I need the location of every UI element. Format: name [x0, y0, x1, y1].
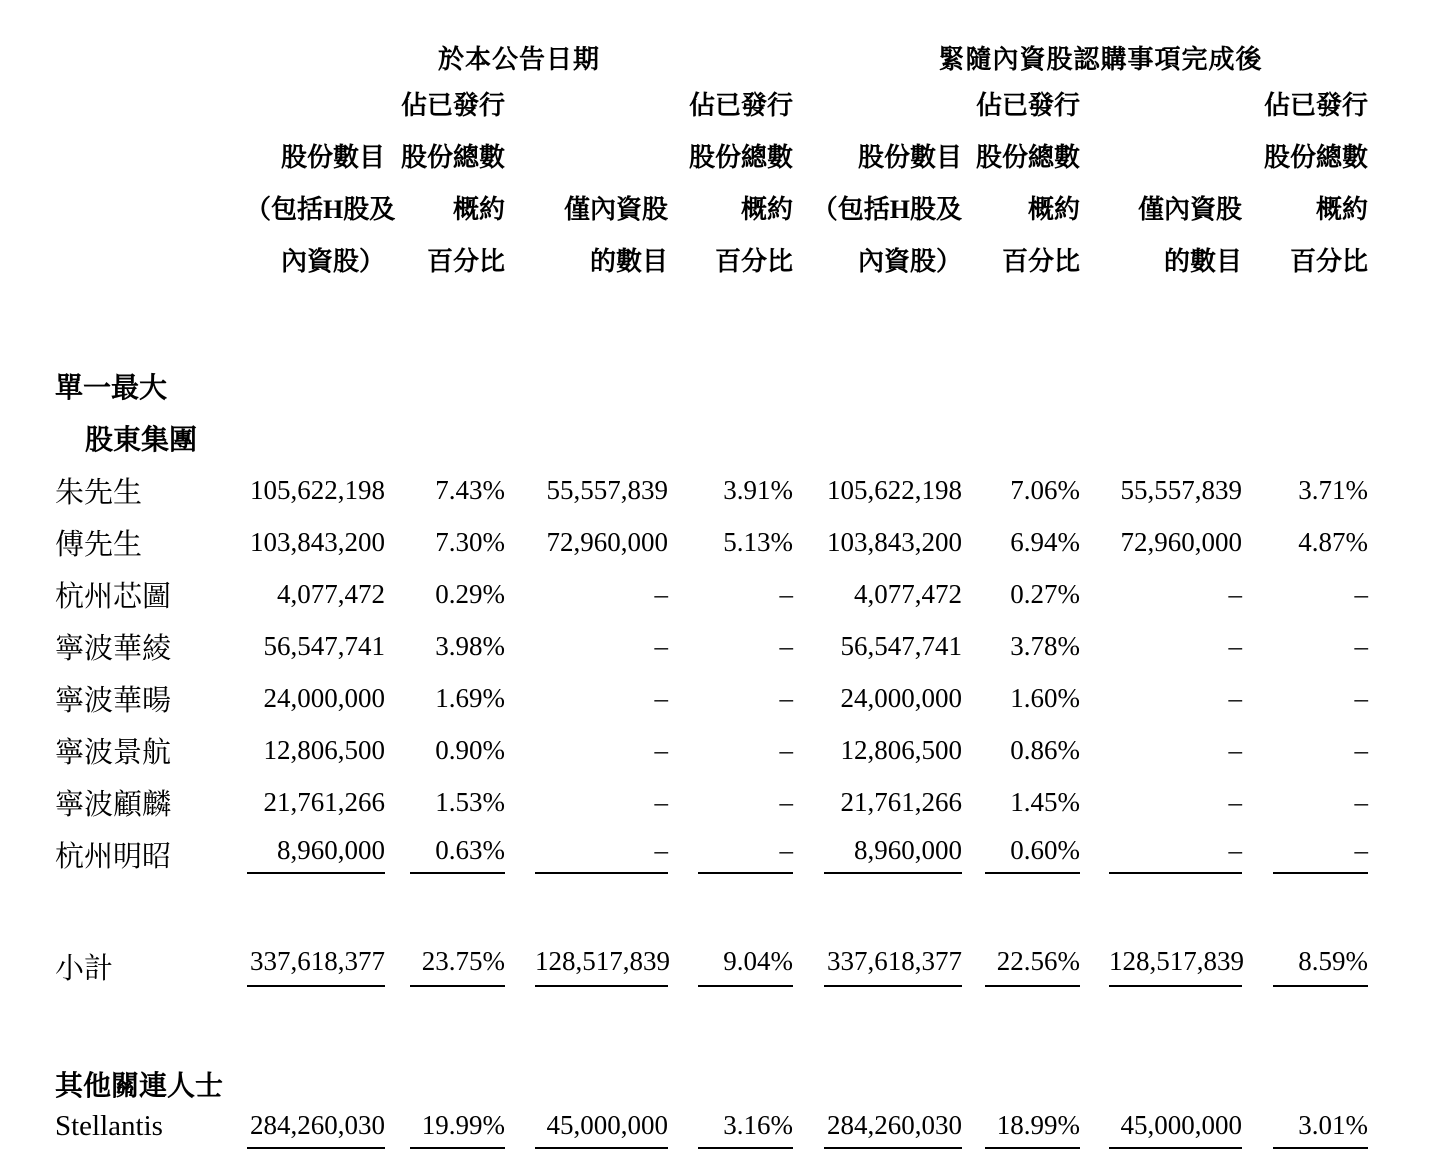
- cell-value: 19.99%: [410, 1110, 505, 1149]
- column-header-shares-2: 股份數目 （包括H股及 內資股）: [811, 143, 963, 276]
- row-label: 杭州芯圖: [55, 580, 172, 613]
- cell-value: 3.78%: [1010, 630, 1081, 661]
- cell-value: 0.63%: [410, 835, 505, 874]
- cell-value: 4,077,472: [854, 578, 963, 609]
- row-label: 寧波華暘: [55, 684, 172, 717]
- cell-value: 45,000,000: [535, 1110, 668, 1149]
- row-label: 寧波景航: [55, 736, 172, 769]
- cell-value: 3.91%: [723, 474, 794, 505]
- subtotal-value: 9.04%: [698, 946, 793, 987]
- cell-value: 0.29%: [435, 578, 505, 609]
- section-title-row: [55, 412, 1368, 464]
- table-row-stellantis: [55, 1110, 1368, 1170]
- empty-corner: [55, 0, 245, 80]
- group-header-current-date: 於本公告日期: [438, 45, 601, 74]
- cell-value: 12,806,500: [840, 734, 963, 765]
- row-label: 杭州明昭: [55, 840, 172, 873]
- cell-value: 7.30%: [435, 526, 505, 557]
- cell-value: 0.27%: [1010, 578, 1081, 609]
- subtotal-label: 小計: [55, 953, 114, 985]
- spacer: [55, 880, 1368, 944]
- cell-value: 103,843,200: [827, 526, 963, 557]
- subtotal-value: 337,618,377: [824, 946, 962, 987]
- cell-value: –: [779, 786, 794, 817]
- row-label: 傅先生: [55, 528, 143, 561]
- cell-value: 55,557,839: [1120, 474, 1243, 505]
- cell-value: –: [779, 734, 794, 765]
- cell-value: 56,547,741: [263, 630, 385, 661]
- cell-value: –: [535, 835, 668, 874]
- section-title-other-connected-persons: 其他關連人士: [55, 1071, 224, 1102]
- cell-value: –: [698, 835, 793, 874]
- group-header-post-completion: 緊隨內資股認購事項完成後: [938, 45, 1263, 74]
- cell-value: –: [1354, 682, 1369, 713]
- cell-value: –: [1354, 734, 1369, 765]
- row-label: 寧波華綾: [55, 632, 172, 665]
- table-row-ningbo-hualing: [55, 620, 1368, 672]
- column-header-pct-4: 佔已發行 股份總數 概約 百分比: [1264, 91, 1369, 276]
- cell-value: 56,547,741: [840, 630, 963, 661]
- subtotal-row: [55, 944, 1368, 1006]
- cell-value: 8,960,000: [824, 835, 962, 874]
- spacer: [55, 1006, 1368, 1058]
- column-header-pct-3: 佔已發行 股份總數 概約 百分比: [976, 91, 1081, 276]
- cell-value: –: [1228, 682, 1243, 713]
- table-row-hangzhou-mingzhao: [55, 828, 1368, 880]
- section-title-row: [55, 360, 1368, 412]
- cell-value: 4,077,472: [277, 578, 385, 609]
- cell-value: –: [1109, 835, 1242, 874]
- table-row-ningbo-huayang: [55, 672, 1368, 724]
- cell-value: –: [1228, 630, 1243, 661]
- column-header-pct-2: 佔已發行 股份總數 概約 百分比: [689, 91, 794, 276]
- spacer: [55, 288, 1368, 360]
- cell-value: 1.45%: [1010, 786, 1081, 817]
- cell-value: –: [654, 786, 668, 817]
- cell-value: –: [1354, 578, 1369, 609]
- cell-value: –: [1273, 835, 1368, 874]
- cell-value: 72,960,000: [546, 526, 668, 557]
- cell-value: 105,622,198: [827, 474, 963, 505]
- cell-value: 1.53%: [435, 786, 505, 817]
- row-label: Stellantis: [55, 1110, 163, 1142]
- cell-value: –: [779, 630, 794, 661]
- subtotal-value: 8.59%: [1273, 946, 1368, 987]
- cell-value: 55,557,839: [546, 474, 668, 505]
- cell-value: –: [1228, 578, 1243, 609]
- cell-value: –: [654, 578, 668, 609]
- cell-value: 0.86%: [1010, 734, 1081, 765]
- subtotal-value: 128,517,839: [535, 946, 668, 987]
- subtotal-value: 23.75%: [410, 946, 505, 987]
- cell-value: 5.13%: [723, 526, 794, 557]
- cell-value: –: [1228, 734, 1243, 765]
- cell-value: –: [654, 734, 668, 765]
- group-header-row: [55, 0, 1368, 80]
- table-row-fu: [55, 516, 1368, 568]
- row-label: 朱先生: [55, 476, 143, 509]
- cell-value: 0.90%: [435, 734, 505, 765]
- cell-value: –: [1354, 630, 1369, 661]
- cell-value: 284,260,030: [824, 1110, 962, 1149]
- section-title-shareholder-group: 股東集團: [85, 425, 198, 456]
- cell-value: –: [1228, 786, 1243, 817]
- column-header-pct-1: 佔已發行 股份總數 概約 百分比: [400, 91, 505, 276]
- cell-value: 284,260,030: [247, 1110, 385, 1149]
- table-row-zhu: [55, 464, 1368, 516]
- cell-value: 103,843,200: [250, 526, 385, 557]
- table-row-ningbo-gulin: [55, 776, 1368, 828]
- cell-value: 21,761,266: [263, 786, 385, 817]
- cell-value: 7.06%: [1010, 474, 1081, 505]
- cell-value: –: [779, 682, 794, 713]
- cell-value: –: [654, 682, 668, 713]
- column-header-shares-1: 股份數目 （包括H股及 內資股）: [245, 143, 396, 276]
- table-row-ningbo-jinghang: [55, 724, 1368, 776]
- cell-value: 24,000,000: [263, 682, 385, 713]
- shareholding-table: [55, 0, 1368, 1170]
- cell-value: 8,960,000: [247, 835, 385, 874]
- cell-value: 3.01%: [1273, 1110, 1368, 1149]
- column-header-domestic-2: 僅內資股 的數目: [1138, 195, 1243, 276]
- cell-value: 1.60%: [1010, 682, 1081, 713]
- cell-value: 3.16%: [698, 1110, 793, 1149]
- cell-value: 24,000,000: [840, 682, 963, 713]
- section-title-single-largest: 單一最大: [55, 373, 168, 404]
- cell-value: 21,761,266: [840, 786, 963, 817]
- cell-value: 1.69%: [435, 682, 505, 713]
- cell-value: –: [779, 578, 794, 609]
- cell-value: 6.94%: [1010, 526, 1081, 557]
- column-header-domestic-1: 僅內資股 的數目: [563, 195, 668, 276]
- cell-value: 105,622,198: [250, 474, 385, 505]
- cell-value: –: [1354, 786, 1369, 817]
- cell-value: 18.99%: [985, 1110, 1080, 1149]
- section-title-row: [55, 1058, 1368, 1110]
- cell-value: 12,806,500: [263, 734, 385, 765]
- cell-value: 45,000,000: [1109, 1110, 1242, 1149]
- column-header-row: [55, 80, 1368, 288]
- cell-value: 3.98%: [435, 630, 505, 661]
- subtotal-value: 22.56%: [985, 946, 1080, 987]
- subtotal-value: 128,517,839: [1109, 946, 1242, 987]
- table-row-hangzhou-xintu: [55, 568, 1368, 620]
- empty-header-cell: [55, 80, 245, 288]
- cell-value: 3.71%: [1298, 474, 1369, 505]
- cell-value: 7.43%: [435, 474, 505, 505]
- cell-value: 0.60%: [985, 835, 1080, 874]
- row-label: 寧波顧麟: [55, 788, 172, 821]
- cell-value: 72,960,000: [1120, 526, 1243, 557]
- cell-value: 4.87%: [1298, 526, 1369, 557]
- cell-value: –: [654, 630, 668, 661]
- subtotal-value: 337,618,377: [247, 946, 385, 987]
